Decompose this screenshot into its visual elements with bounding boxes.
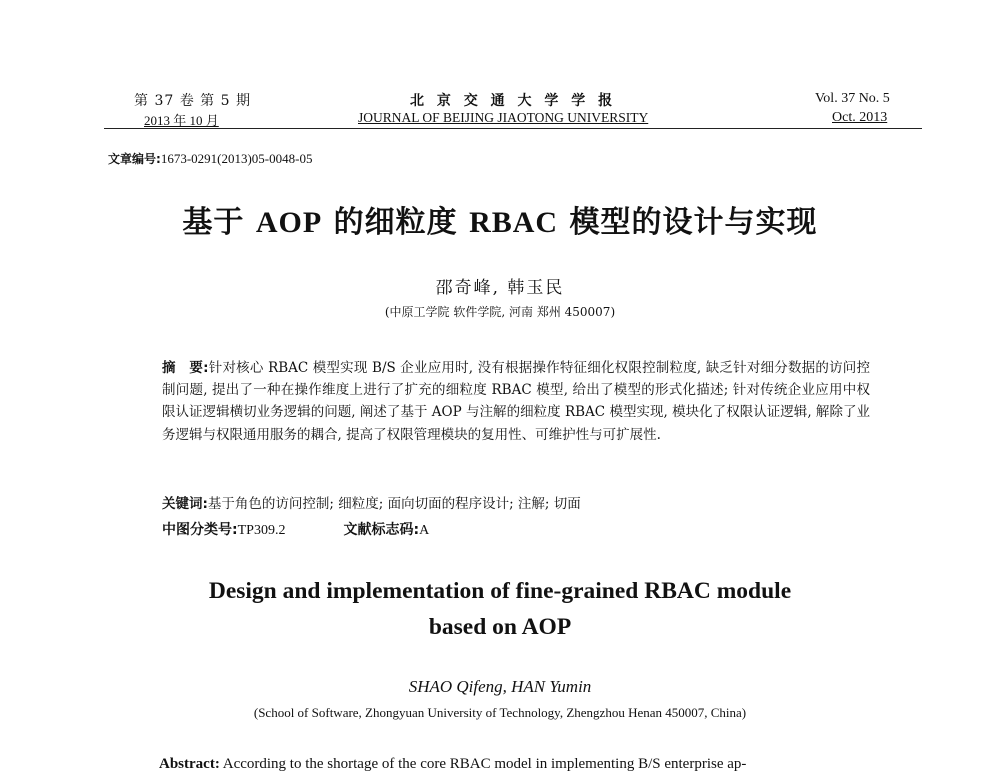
- journal-name-en-text: JOURNAL OF BEIJING JIAOTONG UNIVERSITY: [358, 110, 649, 125]
- title-en-line1: Design and implementation of fine-grained RBAC module: [208, 578, 792, 604]
- clc-value: TP309.2: [237, 523, 286, 538]
- journal-name-cn: 北 京 交 通 大 学 学 报: [410, 93, 617, 109]
- title-en-line2: based on AOP: [428, 614, 572, 640]
- abstract-cn-text: 针对核心 RBAC 模型实现 B/S 企业应用时, 没有根据操作特征细化权限控制粒度, 缺乏针对细分数据的访问控制问题, 提出了一种在操作维度上进行了扩充的细粒度 RBAC 模型, 给出了模型的形式化描述; 针对传统企业应用中权限认证逻辑横切业务逻辑的问题, 阐述了基于 AOP 与注解的细粒度 RBAC 模型实现, 模块化了权限认证逻辑, 解除了业务逻辑与权限通用服务的耦合, 提高了权限管理模块的复用性、可维护性与可扩展性.: [162, 360, 870, 443]
- keywords-cn-text: 基于角色的访问控制; 细粒度; 面向切面的程序设计; 注解; 切面: [207, 496, 581, 512]
- title-cn: [0, 197, 1000, 241]
- title-en: [0, 573, 1000, 645]
- abstract-en-label: Abstract:: [159, 756, 220, 772]
- clc-label: 中图分类号:: [162, 522, 238, 538]
- authors-cn: 邵奇峰, 韩玉民: [435, 278, 565, 298]
- article-number-label: 文章编号:: [108, 152, 161, 166]
- abstract-cn-label: 摘 要:: [162, 360, 209, 376]
- date-cn: [144, 110, 219, 129]
- classification: [162, 519, 429, 539]
- article-number-value: 1673-0291(2013)05-0048-05: [160, 151, 313, 166]
- abstract-cn: [162, 357, 870, 446]
- doc-code-label: 文献标志码:: [343, 522, 420, 538]
- header-rule: [104, 128, 922, 129]
- volume-issue-cn: 第 37 卷 第 5 期: [134, 93, 251, 109]
- title-cn-part: 模型的设计与实现: [558, 205, 818, 240]
- title-cn-part: RBAC: [469, 206, 559, 239]
- journal-name-en: [358, 110, 648, 126]
- abstract-en-text: According to the shortage of the core RBAC model in implementing B/S enterprise ap-: [219, 756, 747, 772]
- affiliation-cn: (中原工学院 软件学院, 河南 郑州 450007): [384, 305, 616, 319]
- title-cn-part: AOP: [255, 206, 323, 239]
- keywords-cn: [162, 492, 581, 512]
- volume-issue-en: Vol. 37 No. 5: [815, 91, 890, 106]
- date-cn-text: 2013 年 10 月: [144, 113, 219, 128]
- date-en-text: Oct. 2013: [832, 110, 888, 125]
- keywords-cn-label: 关键词:: [162, 496, 208, 512]
- abstract-en: [159, 756, 746, 773]
- authors-en: SHAO Qifeng, HAN Yumin: [408, 677, 592, 696]
- article-number: [108, 150, 312, 167]
- doc-code-value: A: [419, 523, 430, 538]
- affiliation-en: (School of Software, Zhongyuan University of Technology, Zhengzhou Henan 450007, China): [253, 705, 747, 720]
- title-cn-part: 的细粒度: [322, 205, 470, 240]
- date-en: [832, 110, 887, 126]
- title-cn-part: 基于: [182, 205, 256, 240]
